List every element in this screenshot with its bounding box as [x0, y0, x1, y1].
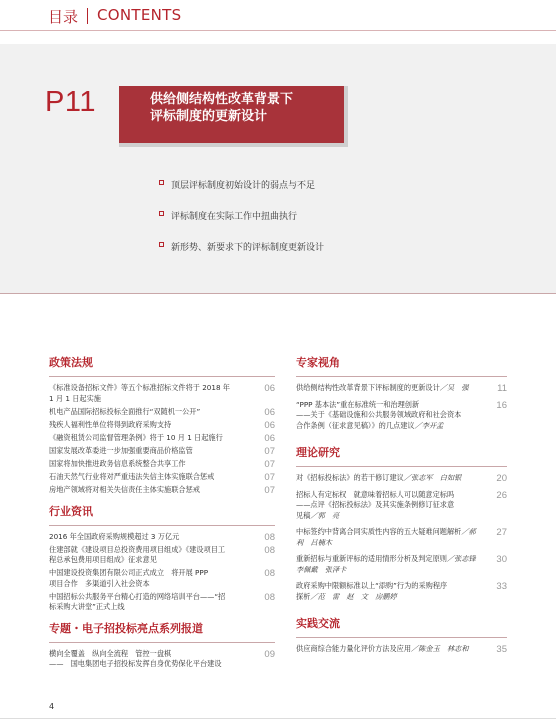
toc-entry[interactable] [49, 485, 275, 496]
feature-title-line2: 评标制度的更新设计 [150, 109, 268, 124]
toc-entry[interactable] [296, 554, 507, 575]
toc-entry[interactable] [49, 446, 275, 457]
section-rule [296, 466, 507, 467]
toc-entry-line [296, 554, 481, 575]
toc-entry-title [296, 554, 507, 575]
section-rule [296, 637, 507, 638]
toc-entry-line: 政府采购中限额标准以上“添购”行为的采购程序 [296, 581, 448, 590]
toc-entry-line: 程总承包费用项目组成》征求意见 [49, 555, 157, 565]
toc-entry-line: 探析 [296, 591, 311, 601]
bullet-square-icon [159, 180, 164, 185]
toc-entry-page: 08 [264, 544, 275, 556]
toc-entry-line: 合作条例（征求意见稿）》的几点建议 [296, 420, 415, 430]
toc-entry-page: 16 [496, 399, 507, 411]
page-number: 4 [49, 702, 55, 711]
toc-entry[interactable] [296, 527, 507, 548]
toc-entry-page: 06 [264, 406, 275, 418]
toc-entry-author: ／郝 利 吕楠木 [296, 527, 483, 547]
feature-bullet-text: 顶层评标制度初始设计的弱点与不足 [171, 181, 316, 191]
toc-entry-line: —— 国电集团电子招投标发挥自身优势保化平台建设 [49, 659, 222, 669]
toc-entry-title [296, 383, 507, 394]
toc-entry-line: ——点评《招标投标法》及其实施条例修订征求意 [296, 500, 455, 509]
toc-entry[interactable] [49, 472, 275, 483]
toc-entry-page: 09 [264, 648, 275, 660]
toc-entry-title [49, 420, 275, 431]
toc-entry-title [49, 407, 275, 418]
toc-entry-line: 国家发展改革委进一步加强重要商品价格监管 [49, 445, 193, 455]
toc-entry-line: 中国建设投资集团有限公司正式成立 将开展 PPP [49, 568, 209, 578]
toc-entry-line [296, 592, 481, 603]
toc-entry-line [296, 421, 481, 432]
feature-bullet [159, 178, 324, 209]
toc-entry-title [49, 459, 275, 470]
toc-entry-title [296, 400, 507, 432]
toc-section [49, 355, 275, 496]
section-title: 专题・电子招投标亮点系列报道 [49, 621, 203, 635]
toc-entry-line: 供应商综合能力量化评价方法及应用 [296, 644, 412, 653]
toc-entry[interactable] [49, 407, 275, 418]
header-title-cn: 目录 [48, 8, 79, 26]
toc-section [49, 621, 275, 670]
feature-panel [0, 44, 556, 294]
toc-entry-line: 中标签约中背离合同实质性内容的五大疑难问题解析 [296, 527, 462, 536]
bullet-square-icon [159, 242, 164, 247]
toc-entry-line: 见稿 [296, 510, 311, 520]
toc-entry[interactable] [296, 581, 507, 602]
toc-entry-page: 27 [496, 527, 507, 538]
section-title: 理论研究 [296, 446, 340, 459]
toc-entry[interactable] [49, 433, 275, 444]
toc-entry-line: “PPP 基本法”重在标准统一和治理创新 [296, 399, 420, 409]
toc-entry-page: 08 [264, 591, 275, 603]
feature-bullet [159, 240, 324, 271]
toc-entry-line: 中国招标公共服务平台精心打造的网络培训平台——“招 [49, 591, 226, 601]
toc-entry-title [296, 490, 507, 522]
toc-entry[interactable] [296, 490, 507, 522]
toc-entry-author: ／郭 亮 [310, 510, 340, 520]
toc-entry-author: ／李开孟 [414, 420, 444, 430]
toc-entry[interactable] [49, 420, 275, 431]
section-rule [296, 376, 507, 377]
toc-entry[interactable] [296, 400, 507, 432]
toc-entry-title [49, 532, 275, 543]
toc-entry-title [296, 527, 507, 548]
toc-entry-line: 横向全覆盖 纵向全流程 管控一盘棋 [49, 648, 172, 658]
toc-entry-line: 机电产品国际招标投标全面推行“双随机一公开” [49, 406, 201, 416]
toc-entry-page: 06 [264, 432, 275, 444]
toc-entry[interactable] [296, 383, 507, 394]
toc-entry[interactable] [49, 592, 275, 613]
toc-entry-title [49, 568, 275, 589]
toc-entry-page: 06 [264, 383, 275, 394]
section-title: 行业资讯 [49, 504, 93, 518]
section-title: 专家视角 [296, 356, 340, 369]
toc-entry-page: 06 [264, 419, 275, 431]
header-separator [87, 8, 88, 24]
toc-entry-line: 对《招标投标法》的若干修订建议 [296, 473, 404, 482]
feature-bullet-list [159, 178, 324, 271]
toc-entry-line: 残疾人福利性单位将得到政府采购支持 [49, 419, 172, 429]
toc-entry-line: 住建部就《建设项目总投资费用项目组成》《建设项目工 [49, 544, 226, 554]
toc-entry-author: ／张志军 白如银 [403, 473, 462, 482]
contents-left-column [49, 355, 275, 670]
toc-entry-title [49, 472, 275, 483]
section-rule [49, 525, 275, 526]
toc-entry-title [49, 446, 275, 457]
toc-section [296, 355, 507, 431]
toc-entry[interactable] [49, 545, 275, 566]
toc-entry-page: 30 [496, 554, 507, 565]
toc-section [296, 616, 507, 655]
contents-header [0, 0, 556, 32]
toc-entry-title [49, 383, 275, 404]
toc-entry-line: 石油天然气行业将对严重违法失信主体实施联合惩戒 [49, 472, 215, 482]
toc-entry-title [49, 433, 275, 444]
header-title-en: CONTENTS [97, 6, 182, 24]
toc-entry[interactable] [296, 473, 507, 484]
toc-entry-title [296, 581, 507, 602]
section-title: 政策法规 [49, 356, 93, 369]
bullet-square-icon [159, 211, 164, 216]
toc-entry-author: ／张志锋 李佩戴 张泽卡 [296, 554, 483, 574]
toc-entry-line: 国家将加快推进政务信息系统整合共享工作 [49, 458, 186, 468]
toc-entry-line: 《融资租赁公司监督管理条例》将于 10 月 1 日起施行 [49, 432, 223, 442]
contents-right-column [296, 355, 507, 655]
toc-entry-title [49, 485, 275, 496]
toc-entry-line: 招标人有定标权 就意味着招标人可以随意定标吗 [296, 489, 455, 499]
toc-entry[interactable] [49, 459, 275, 470]
toc-section [49, 504, 275, 613]
header-rule [0, 30, 556, 31]
toc-entry-line: 房地产领域将对相关失信责任主体实施联合惩戒 [49, 485, 200, 495]
toc-entry[interactable] [49, 649, 275, 670]
toc-entry-author: ／陈金玉 林志和 [411, 644, 469, 653]
toc-entry-line [296, 527, 481, 548]
toc-entry-line: ——关于《基础设施和公共服务领域政府和社会资本 [296, 410, 462, 419]
toc-entry-page: 26 [496, 489, 507, 501]
toc-entry-line: 标采购大讲堂”正式上线 [49, 602, 125, 612]
toc-entry-title [49, 649, 275, 670]
toc-entry-title [296, 644, 507, 655]
toc-entry-title [296, 473, 507, 484]
toc-entry[interactable] [49, 568, 275, 589]
feature-title-line1: 供给侧结构性改革背景下 [150, 92, 294, 107]
toc-entry-page: 20 [496, 473, 507, 484]
toc-entry-line: 项目合作 多渠道引入社会资本 [49, 578, 150, 588]
toc-entry-line [296, 383, 481, 394]
toc-entry-page: 07 [264, 445, 275, 457]
section-rule [49, 376, 275, 377]
feature-title-box[interactable] [119, 86, 348, 147]
footer-rule [0, 718, 556, 719]
feature-bullet-text: 新形势、新要求下的评标制度更新设计 [171, 243, 325, 253]
toc-entry-page: 08 [264, 531, 275, 543]
toc-entry-page: 11 [497, 383, 507, 394]
section-rule [49, 642, 275, 643]
toc-entry-line: 《标准设备招标文件》等五个标准招标文件将于 2018 年 [49, 383, 230, 392]
toc-entry-line: 1 月 1 日起实施 [49, 393, 101, 403]
toc-entry-page: 07 [264, 472, 275, 484]
toc-section [296, 445, 507, 602]
toc-entry-line: 2016 年全国政府采购规模超过 3 万亿元 [49, 531, 180, 541]
toc-entry-title [49, 592, 275, 613]
toc-entry-line [296, 644, 481, 655]
toc-entry-author: ／吴 强 [439, 383, 469, 392]
feature-bullet-text: 评标制度在实际工作中扭曲执行 [171, 212, 298, 222]
feature-page-label[interactable]: P11 [45, 86, 96, 118]
feature-bullet [159, 209, 324, 240]
toc-entry-page: 07 [264, 485, 275, 497]
toc-entry-author: ／范 雷 赵 文 房鹏婷 [310, 591, 397, 601]
toc-entry[interactable] [49, 532, 275, 543]
toc-entry-page: 33 [496, 581, 507, 592]
toc-entry-page: 07 [264, 458, 275, 470]
toc-entry-page: 35 [496, 644, 507, 655]
toc-entry-line: 供给侧结构性改革背景下评标制度的更新设计 [296, 383, 440, 392]
toc-entry[interactable] [49, 383, 275, 404]
toc-entry-title [49, 545, 275, 566]
toc-entry-line [296, 473, 481, 484]
toc-entry-page: 08 [264, 568, 275, 580]
toc-entry-line [296, 511, 481, 522]
toc-entry-line: 重新招标与重新评标的适用情形分析及判定原则 [296, 554, 447, 563]
toc-entry[interactable] [296, 644, 507, 655]
section-title: 实践交流 [296, 617, 340, 630]
